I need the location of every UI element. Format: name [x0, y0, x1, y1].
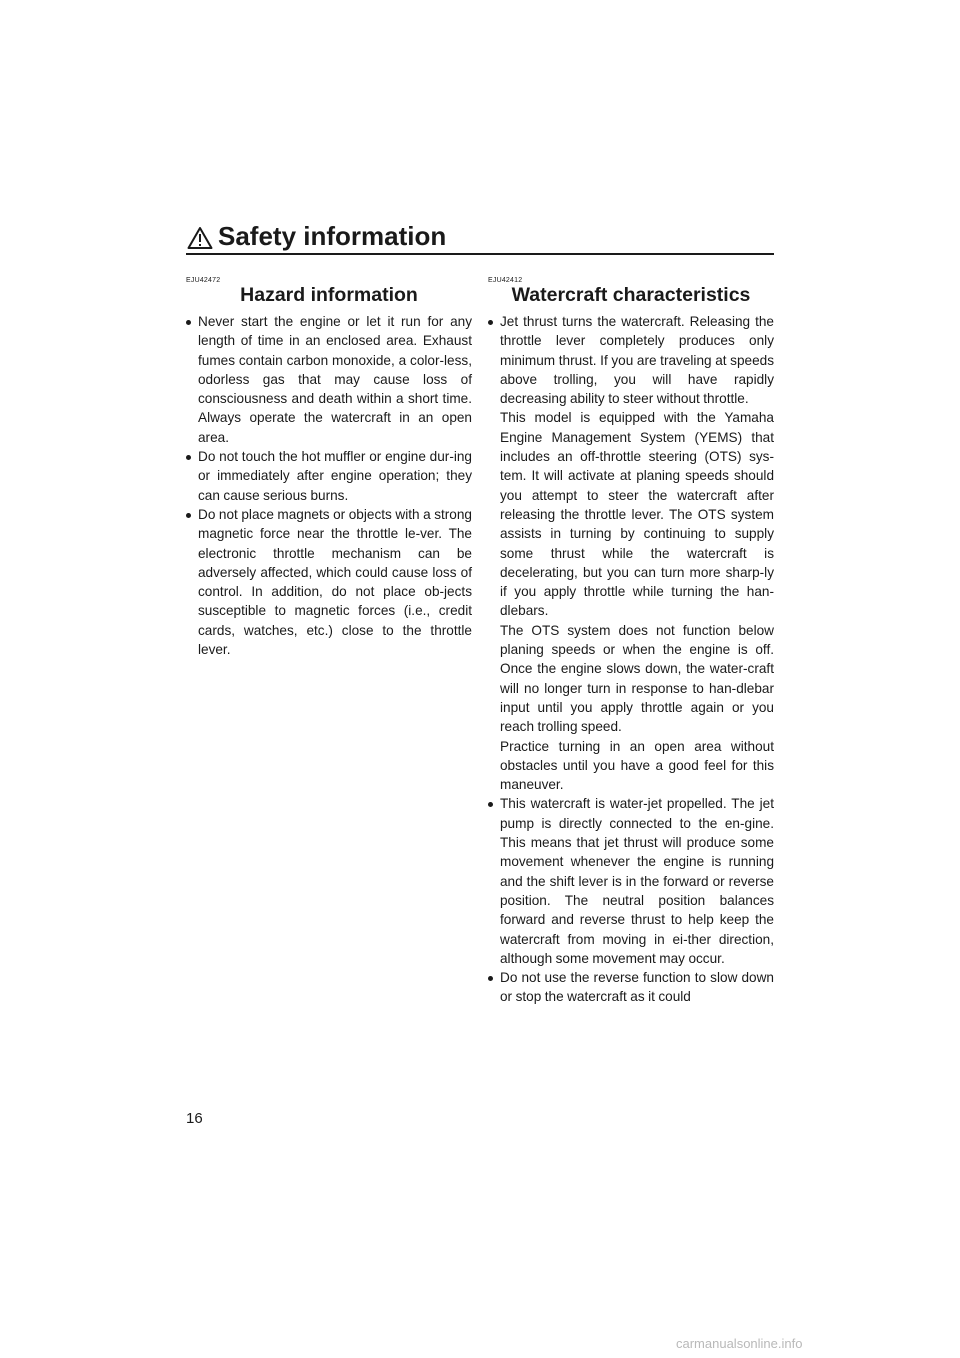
paragraph: Do not place magnets or objects with a strong magnetic force near the throttle le-ver. The electronic throttle mechanism can be adversely affected, which could cause loss of control. In addition, do not place ob-jects susceptible to magnetic forces (i.e., credit cards, watches, etc.) close to the throttle lever.	[198, 506, 472, 658]
header-title: Safety information	[218, 221, 447, 251]
bullet-list	[488, 312, 774, 1007]
paragraph: Never start the engine or let it run for any length of time in an enclosed area. Exhaust fumes contain carbon monoxide, a color-less, odorless gas that may cause loss of consciousness and death within a short time. Always operate the watercraft in an open area.	[198, 314, 472, 445]
section-code: EJU42472	[186, 277, 221, 284]
paragraph: Do not touch the hot muffler or engine dur-ing or immediately after engine operation; they can cause serious burns.	[198, 449, 472, 503]
list-item	[186, 447, 472, 505]
section-title: Hazard information	[240, 284, 418, 306]
header-rule	[186, 253, 774, 255]
paragraph: Practice turning in an open area without obstacles until you have a good feel for this maneuver.	[500, 738, 774, 793]
hazard-information-section	[186, 276, 472, 659]
bullet-icon	[186, 455, 191, 460]
bullet-icon	[186, 320, 191, 325]
paragraph: The OTS system does not function below planing speeds or when the engine is off. Once the engine slows down, the water-craft will no longer turn in response to han-dlebar input until you apply throttle again or you reach trolling speed.	[500, 622, 774, 735]
warning-triangle-icon	[187, 226, 213, 250]
bullet-icon	[488, 802, 493, 807]
watermark: carmanualsonline.info	[676, 1336, 803, 1351]
paragraph: Do not use the reverse function to slow down or stop the watercraft as it could	[500, 970, 774, 1005]
bullet-list	[186, 312, 472, 659]
list-item	[186, 312, 472, 447]
list-item	[488, 968, 774, 1007]
paragraph: This watercraft is water-jet propelled. The jet pump is directly connected to the en-gine. This means that jet thrust will produce some movement whenever the engine is running and the shift lever is in the forward or reverse position. The neutral position balances forward and reverse thrust to help keep the watercraft from moving in ei-ther direction, although some movement may occur.	[500, 796, 774, 966]
page-number: 16	[186, 1110, 203, 1127]
list-item	[488, 794, 774, 968]
bullet-icon	[488, 320, 493, 325]
list-item	[488, 312, 774, 794]
bullet-icon	[488, 976, 493, 981]
section-code: EJU42412	[488, 277, 523, 284]
section-title: Watercraft characteristics	[511, 284, 751, 306]
page-header	[186, 221, 774, 254]
watercraft-characteristics-section	[488, 276, 774, 1007]
paragraph: Jet thrust turns the watercraft. Releasing the throttle lever completely produces only minimum thrust. If you are traveling at speeds above trolling, you will have rapidly decreasing ability to steer without throttle.	[500, 314, 774, 407]
bullet-icon	[186, 513, 191, 518]
list-item	[186, 505, 472, 659]
paragraph: This model is equipped with the Yamaha Engine Management System (YEMS) that includes an off-throttle steering (OTS) sys-tem. It will activate at planing speeds should you attempt to steer the watercraft after releasing the throttle lever. The OTS system assists in turning by continuing to supply some thrust while the watercraft is decelerating, but you can turn more sharp-ly if you apply throttle while turning the han-dlebars.	[500, 410, 774, 619]
